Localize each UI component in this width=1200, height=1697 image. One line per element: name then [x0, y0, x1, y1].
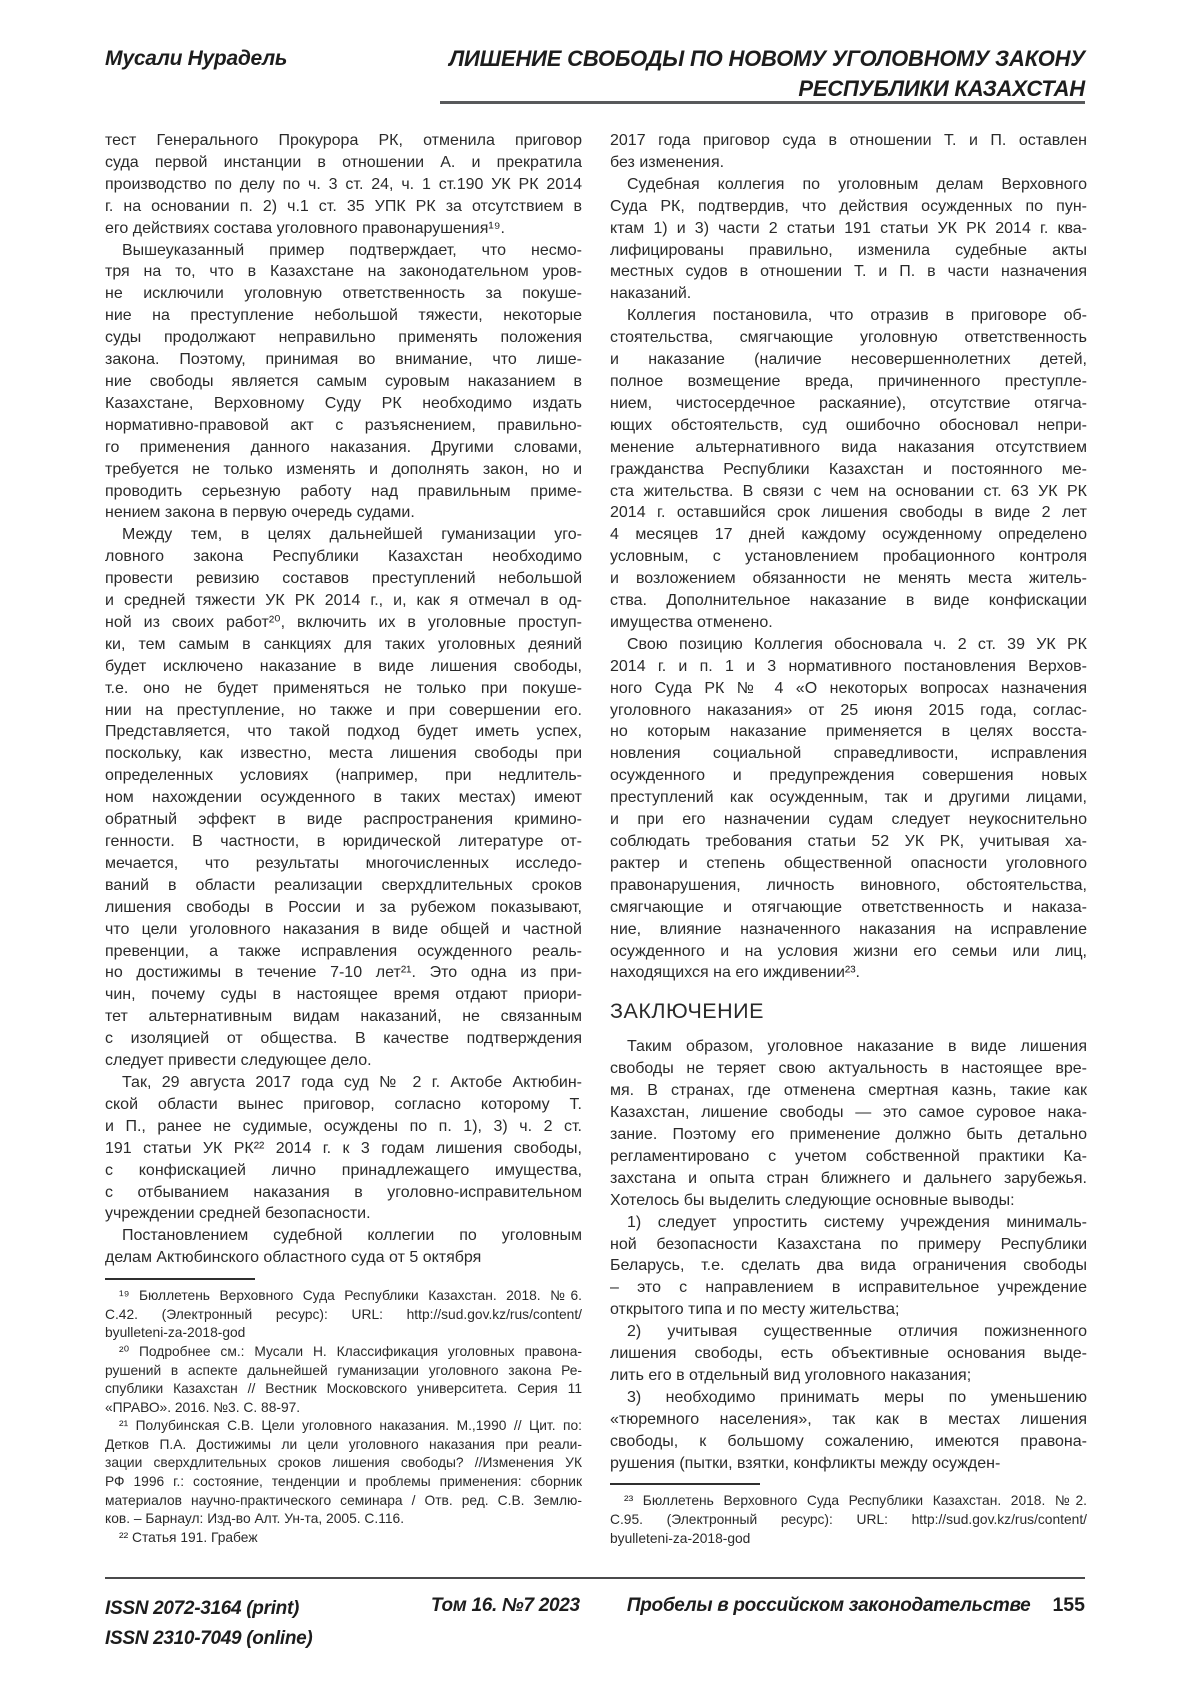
text-line: суда первой инстанции в отношении А. и прекратила: [105, 153, 582, 171]
text-line: но достижимы в течение 7-10 лет²¹. Это одна из при-: [105, 964, 582, 982]
text-line: и возложением обязанности не менять места житель-: [610, 570, 1087, 588]
journal-cell: [580, 1594, 1085, 1617]
journal-name: Пробелы в российском законодательстве: [626, 1595, 1031, 1616]
text-line: генности. В частности, в юридической литературе от-: [105, 833, 582, 850]
page-header: [105, 44, 1085, 104]
text-line: условным, с установлением пробационного контроля: [610, 548, 1087, 566]
text-line: превенции, а также исправления осужденного реаль-: [105, 942, 582, 960]
text-line: с изоляцией от общества. В качестве подтверждения: [105, 1030, 582, 1048]
text-line: и П., ранее не судимые, осуждены по п. 1), 3) ч. 2 ст.: [105, 1117, 582, 1135]
text-line: находящихся на его иждивении²³.: [610, 964, 860, 982]
text-line: ющих обстоятельств, суд ошибочно обосновал непри-: [610, 416, 1087, 434]
footnote: [105, 1529, 582, 1548]
text-line: Коллегия постановила, что отразив в приговоре об-: [627, 307, 1087, 325]
text-line: ной безопасности Казахстана по примеру Республики: [610, 1235, 1087, 1253]
text-line: byulleteni-za-2018-god: [105, 1325, 246, 1341]
right-column-text: [610, 130, 1087, 1474]
text-line: Таким образом, уголовное наказание в виде лишения: [627, 1038, 1087, 1056]
text-line: ства. Дополнительное наказание в виде конфискации: [610, 592, 1087, 610]
paragraph: [610, 1321, 1087, 1387]
text-line: соблюдать требования статьи 52 УК РК, учитывая ха-: [610, 833, 1087, 850]
text-line: и наказание (наличие несовершеннолетних детей,: [610, 351, 1087, 369]
text-line: провести ревизию составов преступлений небольшой: [105, 570, 582, 588]
issn-online: ISSN 2310-7049 (online): [105, 1628, 313, 1649]
text-line: чин, почему суды в настоящее время отдают приори-: [105, 986, 582, 1004]
text-line: лифицированы правильно, изменила судебные акты: [610, 241, 1087, 259]
text-line: материалов научно-практического семинара / Отв. ред. С.В. Землю-: [105, 1492, 582, 1508]
paragraph: [105, 130, 582, 240]
paragraph: [610, 1387, 1087, 1475]
text-line: ²³ Бюллетень Верховного Суда Республики Казахстан. 2018. №2.: [624, 1493, 1087, 1509]
text-line: с конфискацией лично принадлежащего имущества,: [105, 1161, 582, 1179]
text-line: 1) следует упростить систему учреждения минималь-: [627, 1213, 1087, 1231]
right-column: [610, 130, 1087, 1548]
text-line: ²¹ Полубинская С.В. Цели уголовного наказания. М.,1990 // Цит. по:: [119, 1418, 582, 1434]
text-line: нии на преступление, но также и при совершении его.: [105, 701, 582, 719]
footnote-separator: [105, 1278, 255, 1280]
text-line: с отбыванием наказания в уголовно-исправительном: [105, 1183, 582, 1201]
text-line: рушения (пытки, взятки, конфликты между осужден-: [610, 1454, 1001, 1472]
text-line: нормативно-правовой акт с разъяснением, правильно-: [105, 416, 582, 434]
text-line: Беларусь, т.е. сделать два вида ограничения свободы: [610, 1257, 1087, 1275]
text-line: ков. – Барнаул: Изд-во Алт. Ун-та, 2005. С.116.: [105, 1511, 405, 1527]
text-line: тет альтернативным видам наказаний, не связанным: [105, 1008, 582, 1026]
text-line: лишения свободы в России и за рубежом показывают,: [105, 898, 582, 916]
volume-issue: Том 16. №7 2023: [430, 1595, 580, 1616]
text-line: ктам 1) и 3) части 2 статьи 191 статьи УК РК 2014 г. ква-: [610, 219, 1087, 237]
text-line: Вышеуказанный пример подтверждает, что несмо-: [122, 241, 582, 259]
page-number: 155: [1052, 1594, 1085, 1616]
text-line: имущества отменено.: [610, 613, 773, 631]
issn-print: ISSN 2072-3164 (print): [105, 1598, 300, 1619]
text-line: byulleteni-za-2018-god: [610, 1530, 751, 1546]
text-line: Постановлением судебной коллегии по уголовным: [122, 1227, 582, 1245]
text-line: нием, чистосердечное раскаяние), отсутствие отягча-: [610, 394, 1087, 412]
text-line: го применения данного наказания. Другими словами,: [105, 438, 582, 456]
text-line: осужденного и на условия жизни его семьи или лиц,: [610, 942, 1087, 960]
left-column-footnotes: [105, 1287, 582, 1547]
text-line: но которым наказание применяется в целях восста-: [610, 723, 1087, 741]
text-line: требуется не только изменять и дополнять закон, но и: [105, 460, 582, 478]
section-heading: ЗАКЛЮЧЕНИЕ: [610, 999, 764, 1024]
right-column-footnotes: [610, 1492, 1087, 1548]
text-line: ²² Статья 191. Грабеж: [119, 1529, 258, 1545]
text-line: ние на преступление небольшой тяжести, некоторые: [105, 307, 582, 325]
text-line: Судебная коллегия по уголовным делам Верховного: [627, 175, 1087, 193]
left-column-text: [105, 130, 582, 1269]
text-line: открытого типа и по месту жительства;: [610, 1301, 900, 1319]
text-line: менение альтернативного вида наказания отсутствием: [610, 438, 1087, 456]
text-line: без изменения.: [610, 153, 725, 171]
text-line: т.е. оно не будет применяться не только при покуше-: [105, 679, 582, 697]
paragraph: [105, 240, 582, 525]
text-line: поскольку, как известно, места лишения свободы при: [105, 745, 582, 763]
text-line: гражданства Республики Казахстан и постоянного ме-: [610, 460, 1087, 478]
text-line: Представляется, что такой подход будет иметь успех,: [105, 723, 582, 741]
text-line: не исключили уголовную ответственность за покуше-: [105, 285, 582, 303]
left-column: [105, 130, 582, 1548]
text-line: захстана и опыта стран ближнего и дальнего зарубежья.: [610, 1169, 1087, 1187]
text-line: мечается, что результаты многочисленных исследо-: [105, 854, 582, 872]
text-line: спублики Казахстан // Вестник Московского университета. Серия 11: [105, 1381, 582, 1397]
text-line: ²⁰ Подробнее см.: Мусали Н. Классификация уголовных правона-: [119, 1343, 582, 1359]
text-line: свободы не теряет свою актуальность в настоящее вре-: [610, 1060, 1087, 1078]
text-line: 2017 года приговор суда в отношении Т. и П. оставлен: [610, 132, 1087, 149]
text-line: местных судов в отношении Т. и П. в части назначения: [610, 263, 1087, 281]
text-line: Так, 29 августа 2017 года суд № 2 г. Актобе Актюбин-: [122, 1073, 582, 1091]
text-line: «ПРАВО». 2016. №3. С. 88-97.: [105, 1399, 301, 1415]
text-line: нением закона в первую очередь судами.: [105, 504, 415, 522]
text-line: ном нахождении осужденного в таких местах) имеют: [105, 789, 582, 807]
text-line: следует привести следующее дело.: [105, 1052, 372, 1070]
text-line: делам Актюбинского областного суда от 5 октября: [105, 1249, 482, 1267]
text-line: 2014 г. оставшийся срок лишения свободы в виде 2 лет: [610, 504, 1087, 522]
text-line: ние свободы является самым суровым наказанием в: [105, 372, 582, 390]
text-line: 191 статьи УК РК²² 2014 г. к 3 годам лишения свободы,: [105, 1139, 582, 1157]
text-line: свободы, к большому сожалению, имеются правона-: [610, 1432, 1087, 1450]
text-line: смягчающие и отягчающие ответственность и наказа-: [610, 898, 1087, 916]
text-line: г. на основании п. 2) ч.1 ст. 35 УПК РК за отсутствием в: [105, 197, 582, 215]
article-body: [105, 130, 1087, 1548]
text-line: преступлений как осужденным, так и другими лицами,: [610, 789, 1087, 807]
paragraph: [610, 130, 1087, 174]
footnote: [610, 1492, 1087, 1548]
text-line: новления социальной справедливости, исправления: [610, 745, 1087, 763]
paragraph: [610, 1212, 1087, 1322]
issn-block: [105, 1594, 431, 1654]
text-line: 2) учитывая существенные отличия пожизненного: [627, 1323, 1087, 1341]
page-footer: [105, 1577, 1085, 1654]
text-line: закона. Поэтому, принимая во внимание, что лише-: [105, 351, 582, 369]
text-line: – это с направлением в исправительное учреждение: [610, 1279, 1087, 1297]
text-line: и средней тяжести УК РК 2014 г., и, как я отмечал в од-: [105, 592, 582, 610]
footnote-separator: [610, 1483, 760, 1485]
paragraph: [610, 174, 1087, 305]
text-line: ние, влияние назначенного наказания на исправление: [610, 920, 1087, 938]
text-line: Детков П.А. Достижимы ли цели уголовного наказания при реали-: [105, 1436, 582, 1452]
paragraph: [610, 1036, 1087, 1211]
text-line: учреждении средней безопасности.: [105, 1205, 371, 1223]
text-line: «тюремного населения», так как в местах лишения: [610, 1410, 1087, 1428]
text-line: проводить серьезную работу над правильным приме-: [105, 482, 582, 500]
text-line: лишения свободы, есть объективные основания выде-: [610, 1345, 1087, 1363]
text-line: 2014 г. и п. 1 и 3 нормативного постановления Верхов-: [610, 657, 1087, 675]
text-line: правонарушения, личность виновного, обстоятельства,: [610, 876, 1087, 894]
text-line: и при его назначении судам следует неукоснительно: [610, 811, 1087, 829]
text-line: лить его в отдельный вид уголовного наказания;: [610, 1366, 972, 1384]
article-title-line2: РЕСПУБЛИКИ КАЗАХСТАН: [798, 76, 1085, 101]
paragraph: [610, 305, 1087, 634]
text-line: зации сверхдлительных сроков лишения свободы? //Изменения УК: [105, 1455, 582, 1471]
author-name: Мусали Нурадель: [105, 47, 288, 70]
text-line: наказаний.: [610, 285, 692, 303]
text-line: зание. Поэтому его применение должно быть детально: [610, 1125, 1087, 1143]
text-line: тря на то, что в Казахстане на законодательном уров-: [105, 263, 582, 281]
paragraph: [610, 634, 1087, 985]
text-line: будет исключено наказание в виде лишения свободы,: [105, 657, 582, 675]
text-line: ваний в области реализации сверхдлительных сроков: [105, 876, 582, 894]
text-line: стоятельства, смягчающие уголовную ответственность: [610, 329, 1087, 347]
article-title: [449, 44, 1085, 104]
text-line: суды продолжают неправильно применять положения: [105, 329, 582, 347]
text-line: С.95. (Электронный ресурс): URL: http://sud.gov.kz/rus/content/: [610, 1512, 1087, 1528]
text-line: рактер и степень общественной опасности уголовного: [610, 854, 1087, 872]
text-line: полное возмещение вреда, причиненного преступле-: [610, 372, 1087, 390]
text-line: мя. В странах, где отменена смертная казнь, такие как: [610, 1082, 1087, 1100]
text-line: Свою позицию Коллегия обосновала ч. 2 ст. 39 УК РК: [627, 635, 1087, 653]
text-line: осужденного и предупреждения совершения новых: [610, 767, 1087, 785]
paragraph: [105, 524, 582, 1072]
text-line: тест Генерального Прокурора РК, отменила приговор: [105, 132, 582, 149]
article-title-line1: ЛИШЕНИЕ СВОБОДЫ ПО НОВОМУ УГОЛОВНОМУ ЗАКОНУ: [449, 46, 1085, 71]
text-line: Казахстане, Верховному Суду РК необходимо издать: [105, 394, 582, 412]
text-line: 3) необходимо принимать меры по уменьшению: [627, 1388, 1087, 1406]
text-line: 4 месяцев 17 дней каждому осужденному определено: [610, 526, 1087, 544]
text-line: производство по делу по ч. 3 ст. 24, ч. 1 ст.190 УК РК 2014: [105, 175, 582, 193]
text-line: ки, тем самым в санкциях для таких уголовных деяний: [105, 635, 582, 653]
header-divider: [440, 101, 1085, 104]
text-line: С.42. (Электронный ресурс): URL: http://sud.gov.kz/rus/content/: [105, 1306, 582, 1322]
text-line: ной из своих работ²⁰, включить их в уголовные проступ-: [105, 613, 582, 631]
text-line: рушений в аспекте дальнейшей гуманизации уголовного закона Ре-: [105, 1362, 582, 1378]
paragraph: [105, 1072, 582, 1225]
text-line: уголовного наказания» от 25 июня 2015 года, соглас-: [610, 701, 1087, 719]
footnote: [105, 1343, 582, 1417]
text-line: ловного закона Республики Казахстан необходимо: [105, 548, 582, 566]
text-line: РФ 1996 г.: состояние, тенденции и проблемы применения: сборник: [105, 1474, 582, 1490]
text-line: ста жительства. В связи с чем на основании ст. 63 УК РК: [610, 482, 1087, 500]
text-line: Между тем, в целях дальнейшей гуманизации уго-: [122, 526, 582, 544]
text-line: его действиях состава уголовного правонарушения¹⁹.: [105, 219, 505, 237]
text-line: ного Суда РК № 4 «О некоторых вопросах назначения: [610, 679, 1087, 697]
text-line: что цели уголовного наказания в виде общей и частной: [105, 920, 582, 938]
text-line: Казахстан, лишение свободы — это самое суровое нака-: [610, 1104, 1087, 1122]
paragraph: [105, 1225, 582, 1269]
footnote: [105, 1417, 582, 1529]
text-line: ¹⁹ Бюллетень Верховного Суда Республики Казахстан. 2018. №6.: [119, 1288, 582, 1304]
text-line: определенных условиях (например, при недлитель-: [105, 767, 582, 785]
text-line: регламентировано с учетом собственной практики Ка-: [610, 1147, 1087, 1165]
text-line: Суда РК, подтвердив, что действия осужденных по пун-: [610, 197, 1087, 215]
text-line: обратный эффект в виде распространения кримино-: [105, 811, 582, 829]
text-line: ской области вынес приговор, согласно которому Т.: [105, 1095, 582, 1113]
footnote: [105, 1287, 582, 1343]
text-line: Хотелось бы выделить следующие основные выводы:: [610, 1191, 1015, 1209]
